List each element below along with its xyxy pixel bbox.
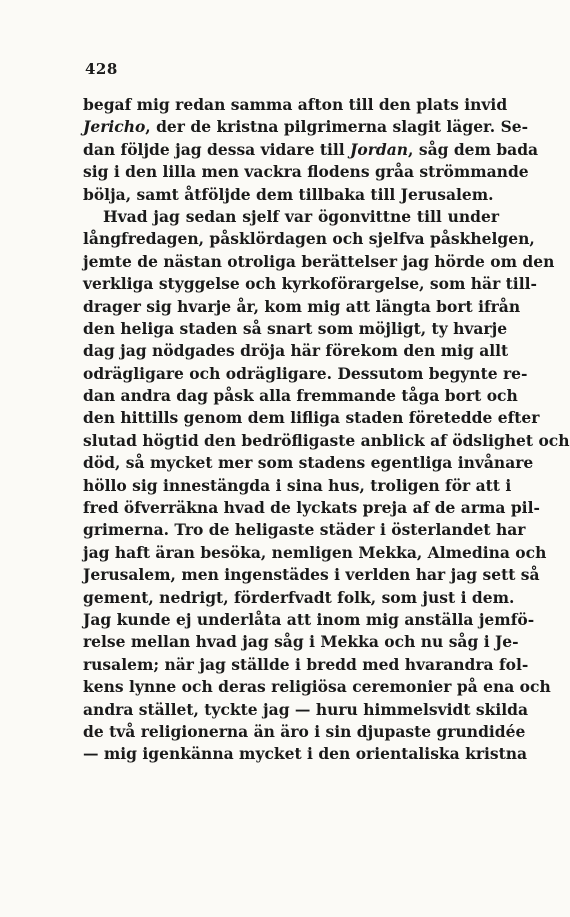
text-line: — mig igenkänna mycket i den orientaliska kristna (83, 744, 528, 764)
text-line: sig i den lilla men vackra flodens gråa strömmande (83, 162, 529, 182)
text-line: kens lynne och deras religiösa ceremonier på ena och (83, 677, 551, 697)
text-line: den hittills genom dem lifliga staden företedde efter (83, 408, 540, 428)
text-line: dag jag nödgades dröja här förekom den mig allt (83, 341, 509, 361)
text-line: jag haft äran besöka, nemligen Mekka, Almedina och (83, 542, 547, 562)
text-line: Hvad jag sedan sjelf var ögonvittne till under (103, 206, 499, 226)
text-line: jemte de nästan otroliga berättelser jag hörde om den (83, 251, 555, 271)
text-line: Jag kunde ej underlåta att inom mig anställa jemfö- (83, 609, 535, 629)
text-line: fred öfverräkna hvad de lyckats preja af de arma pil- (83, 498, 540, 518)
text-line: de två religionerna än äro i sin djupaste grundidée (83, 721, 526, 741)
text-line: odrägligare och odrägligare. Dessutom begynte re- (83, 363, 528, 383)
text-line: långfredagen, påsklördagen och sjelfva påskhelgen, (83, 229, 535, 249)
text-line: andra stället, tyckte jag — huru himmelsvidt skilda (83, 699, 529, 719)
text-line: verkliga styggelse och kyrkoförargelse, som här till- (83, 274, 537, 294)
text-line: den heliga staden så snart som möjligt, ty hvarje (83, 318, 508, 338)
text-line: död, så mycket mer som stadens egentliga invånare (83, 453, 534, 473)
text-line: grimerna. Tro de heligaste städer i österlandet har (83, 520, 526, 540)
text-line: rusalem; när jag ställde i bredd med hvarandra fol- (83, 654, 529, 674)
text-line: begaf mig redan samma afton till den plats invid (83, 95, 508, 114)
text-line: Jericho, der de kristna pilgrimerna slagit läger. Se- (83, 117, 529, 137)
text-line: dan andra dag påsk alla fremmande tåga bort och (83, 386, 518, 406)
text-line: gement, nedrigt, förderfvadt folk, som just i dem. (83, 587, 515, 607)
body-text (83, 94, 570, 766)
italic-word: Jordan (350, 139, 409, 159)
text-line: slutad högtid den bedröfligaste anblick af ödslighet och (83, 430, 570, 450)
text-line: dan följde jag dessa vidare till Jordan, såg dem bada (83, 139, 539, 159)
text-line: relse mellan hvad jag såg i Mekka och nu såg i Je- (83, 632, 519, 652)
text-line: Jerusalem, men ingenstädes i verlden har jag sett så (83, 565, 540, 585)
text-line: höllo sig innestängda i sina hus, troligen för att i (83, 475, 512, 495)
text-line: bölja, samt åtföljde dem tillbaka till Jerusalem. (83, 184, 494, 204)
text-line: drager sig hvarje år, kom mig att längta bort ifrån (83, 296, 521, 316)
italic-word: Jericho (83, 117, 146, 137)
page-number: 428 (85, 60, 118, 78)
